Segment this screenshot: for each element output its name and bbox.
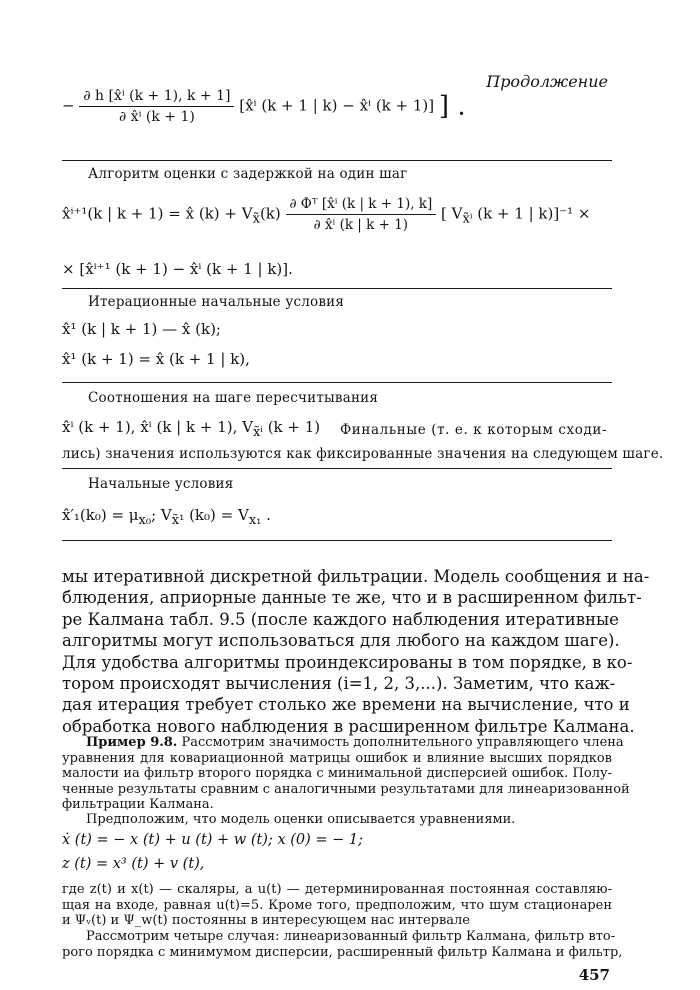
example-label: Пример 9.8.	[86, 735, 178, 750]
text-line: Для удобства алгоритмы проиндексированы в том порядке, в ко-	[62, 652, 633, 672]
recalc-tail: (k + 1)	[267, 418, 321, 436]
formula-delay-line2: × [x̂ⁱ⁺¹ (k + 1) − x̂ⁱ (k + 1 | k)].	[62, 260, 293, 278]
table-rule	[62, 160, 612, 161]
text-line: блюдения, априорные данные те же, что и в расширенном фильт-	[62, 588, 642, 608]
equation-measurement: z (t) = x³ (t) + v (t),	[62, 856, 205, 872]
section-title-iterative-initial: Итерационные начальные условия	[88, 294, 345, 310]
formula-delay	[62, 196, 590, 233]
example-paragraph	[62, 735, 630, 813]
recalc-terms: x̂ⁱ (k + 1), x̂ⁱ (k | k + 1), V	[62, 418, 253, 436]
equation-state: ẋ (t) = − x (t) + u (t) + w (t); x (0) = − 1;	[62, 832, 364, 848]
initial-tail: (k₀) = V	[184, 506, 249, 524]
cases-paragraph	[62, 929, 623, 960]
text-line: ченные результаты сравним с аналогичными результатами для линеаризованной	[62, 781, 630, 797]
formula-initial	[62, 506, 271, 528]
formula-delay-fraction	[286, 196, 437, 233]
table-rule	[62, 382, 612, 383]
initial-sub-mu: x₀	[138, 513, 152, 528]
formula-bracket-term: [x̂ⁱ (k + 1 | k) − x̂ⁱ (k + 1)]	[239, 96, 435, 115]
recalc-description-cont: лись) значения используются как фиксированные значения на следующем шаге.	[62, 446, 664, 462]
text-line: рого порядка с минимумом дисперсии, расширенный фильтр Калмана и фильтр,	[62, 944, 623, 960]
table-rule	[62, 468, 612, 469]
text-line: ре Калмана табл. 9.5 (после каждого наблюдения итеративные	[62, 609, 619, 629]
initial-mid: ; V	[151, 506, 172, 524]
example-text: Рассмотрим значимость дополнительного управляющего члена	[181, 735, 624, 750]
initial-sub-x: x₁	[248, 513, 262, 528]
fraction-denominator: ∂ x̂ⁱ (k + 1)	[119, 109, 195, 125]
text-line: фильтрации Калмана.	[62, 797, 214, 812]
text-line: где z(t) и x(t) — скаляры, а u(t) — детерминированная постоянная составляю-	[62, 882, 612, 897]
text-line: Предположим, что модель оценки описывается уравнениями.	[86, 812, 516, 827]
continuation-label: Продолжение	[486, 72, 608, 91]
initial-sub-v: x̃¹	[171, 513, 185, 528]
text-line: и Ψᵥ(t) и Ψ_w(t) постоянны в интересующем нас интервале	[62, 913, 471, 928]
initial-lhs: x̂′₁(k₀) = μ	[62, 506, 139, 524]
text-line: мы итеративной дискретной фильтрации. Модель сообщения и на-	[62, 567, 650, 586]
text-line: Рассмотрим четыре случая: линеаризованный фильтр Калмана, фильтр вто-	[86, 929, 616, 944]
formula-iter-line1: x̂¹ (k | k + 1) — x̂ (k);	[62, 320, 221, 338]
text-line: обработка нового наблюдения в расширенном фильтре Калмана.	[62, 716, 635, 736]
table-rule	[62, 540, 612, 541]
text-line: дая итерация требует столько же времени на вычисление, что и	[62, 695, 630, 715]
text-line: тором происходят вычисления (i=1, 2, 3,...). Заметим, что каж-	[62, 673, 616, 693]
fraction-denominator: ∂ x̂ⁱ (k | k + 1)	[313, 217, 409, 233]
table-rule	[62, 288, 612, 289]
formula-continued	[62, 88, 466, 125]
fraction-numerator: ∂ h [x̂ⁱ (k + 1), k + 1]	[79, 88, 234, 107]
section-title-delay: Алгоритм оценки с задержкой на один шаг	[88, 166, 408, 182]
recalc-sub: x̃ⁱ	[252, 425, 263, 440]
formula-iter-line2: x̂¹ (k + 1) = x̂ (k + 1 | k),	[62, 350, 250, 368]
text-line	[62, 735, 624, 751]
page-number: 457	[578, 966, 610, 984]
formula-fraction	[79, 88, 234, 125]
text-line: щая на входе, равная u(t)=5. Кроме того, предположим, что шум стационарен	[62, 897, 612, 913]
formula-lhs: x̂ⁱ⁺¹(k | k + 1) = x̂ (k) + V	[62, 204, 253, 223]
paragraph-main	[62, 566, 650, 737]
formula-rhs-sub: x̃ⁱ	[462, 211, 473, 227]
formula-recalc	[62, 418, 320, 440]
formula-minus: −	[62, 96, 75, 115]
assumption-paragraph	[86, 812, 612, 828]
formula-close: ] .	[438, 91, 466, 122]
definitions-paragraph	[62, 882, 612, 929]
text-line: малости иа фильтр второго порядка с минимальной дисперсией ошибок. Полу-	[62, 766, 612, 781]
formula-lhs-sub: x̃	[252, 211, 260, 227]
formula-lhs-tail: (k)	[259, 204, 281, 223]
fraction-numerator: ∂ Φᵀ [x̂ⁱ (k | k + 1), k]	[286, 196, 437, 215]
initial-end: .	[261, 506, 271, 524]
text-line: уравнения для ковариационной матрицы ошибок и влияние высших порядков	[62, 750, 612, 766]
recalc-description: Финальные (т. е. к которым сходи-	[340, 422, 608, 438]
section-title-initial: Начальные условия	[88, 476, 234, 492]
text-line: алгоритмы могут использоваться для любого на каждом шаге).	[62, 631, 620, 651]
section-title-recalc: Соотношения на шаге пересчитывания	[88, 390, 379, 406]
formula-rhs-tail: (k + 1 | k)]⁻¹ ×	[477, 204, 591, 223]
formula-rhs: [ V	[441, 204, 463, 223]
